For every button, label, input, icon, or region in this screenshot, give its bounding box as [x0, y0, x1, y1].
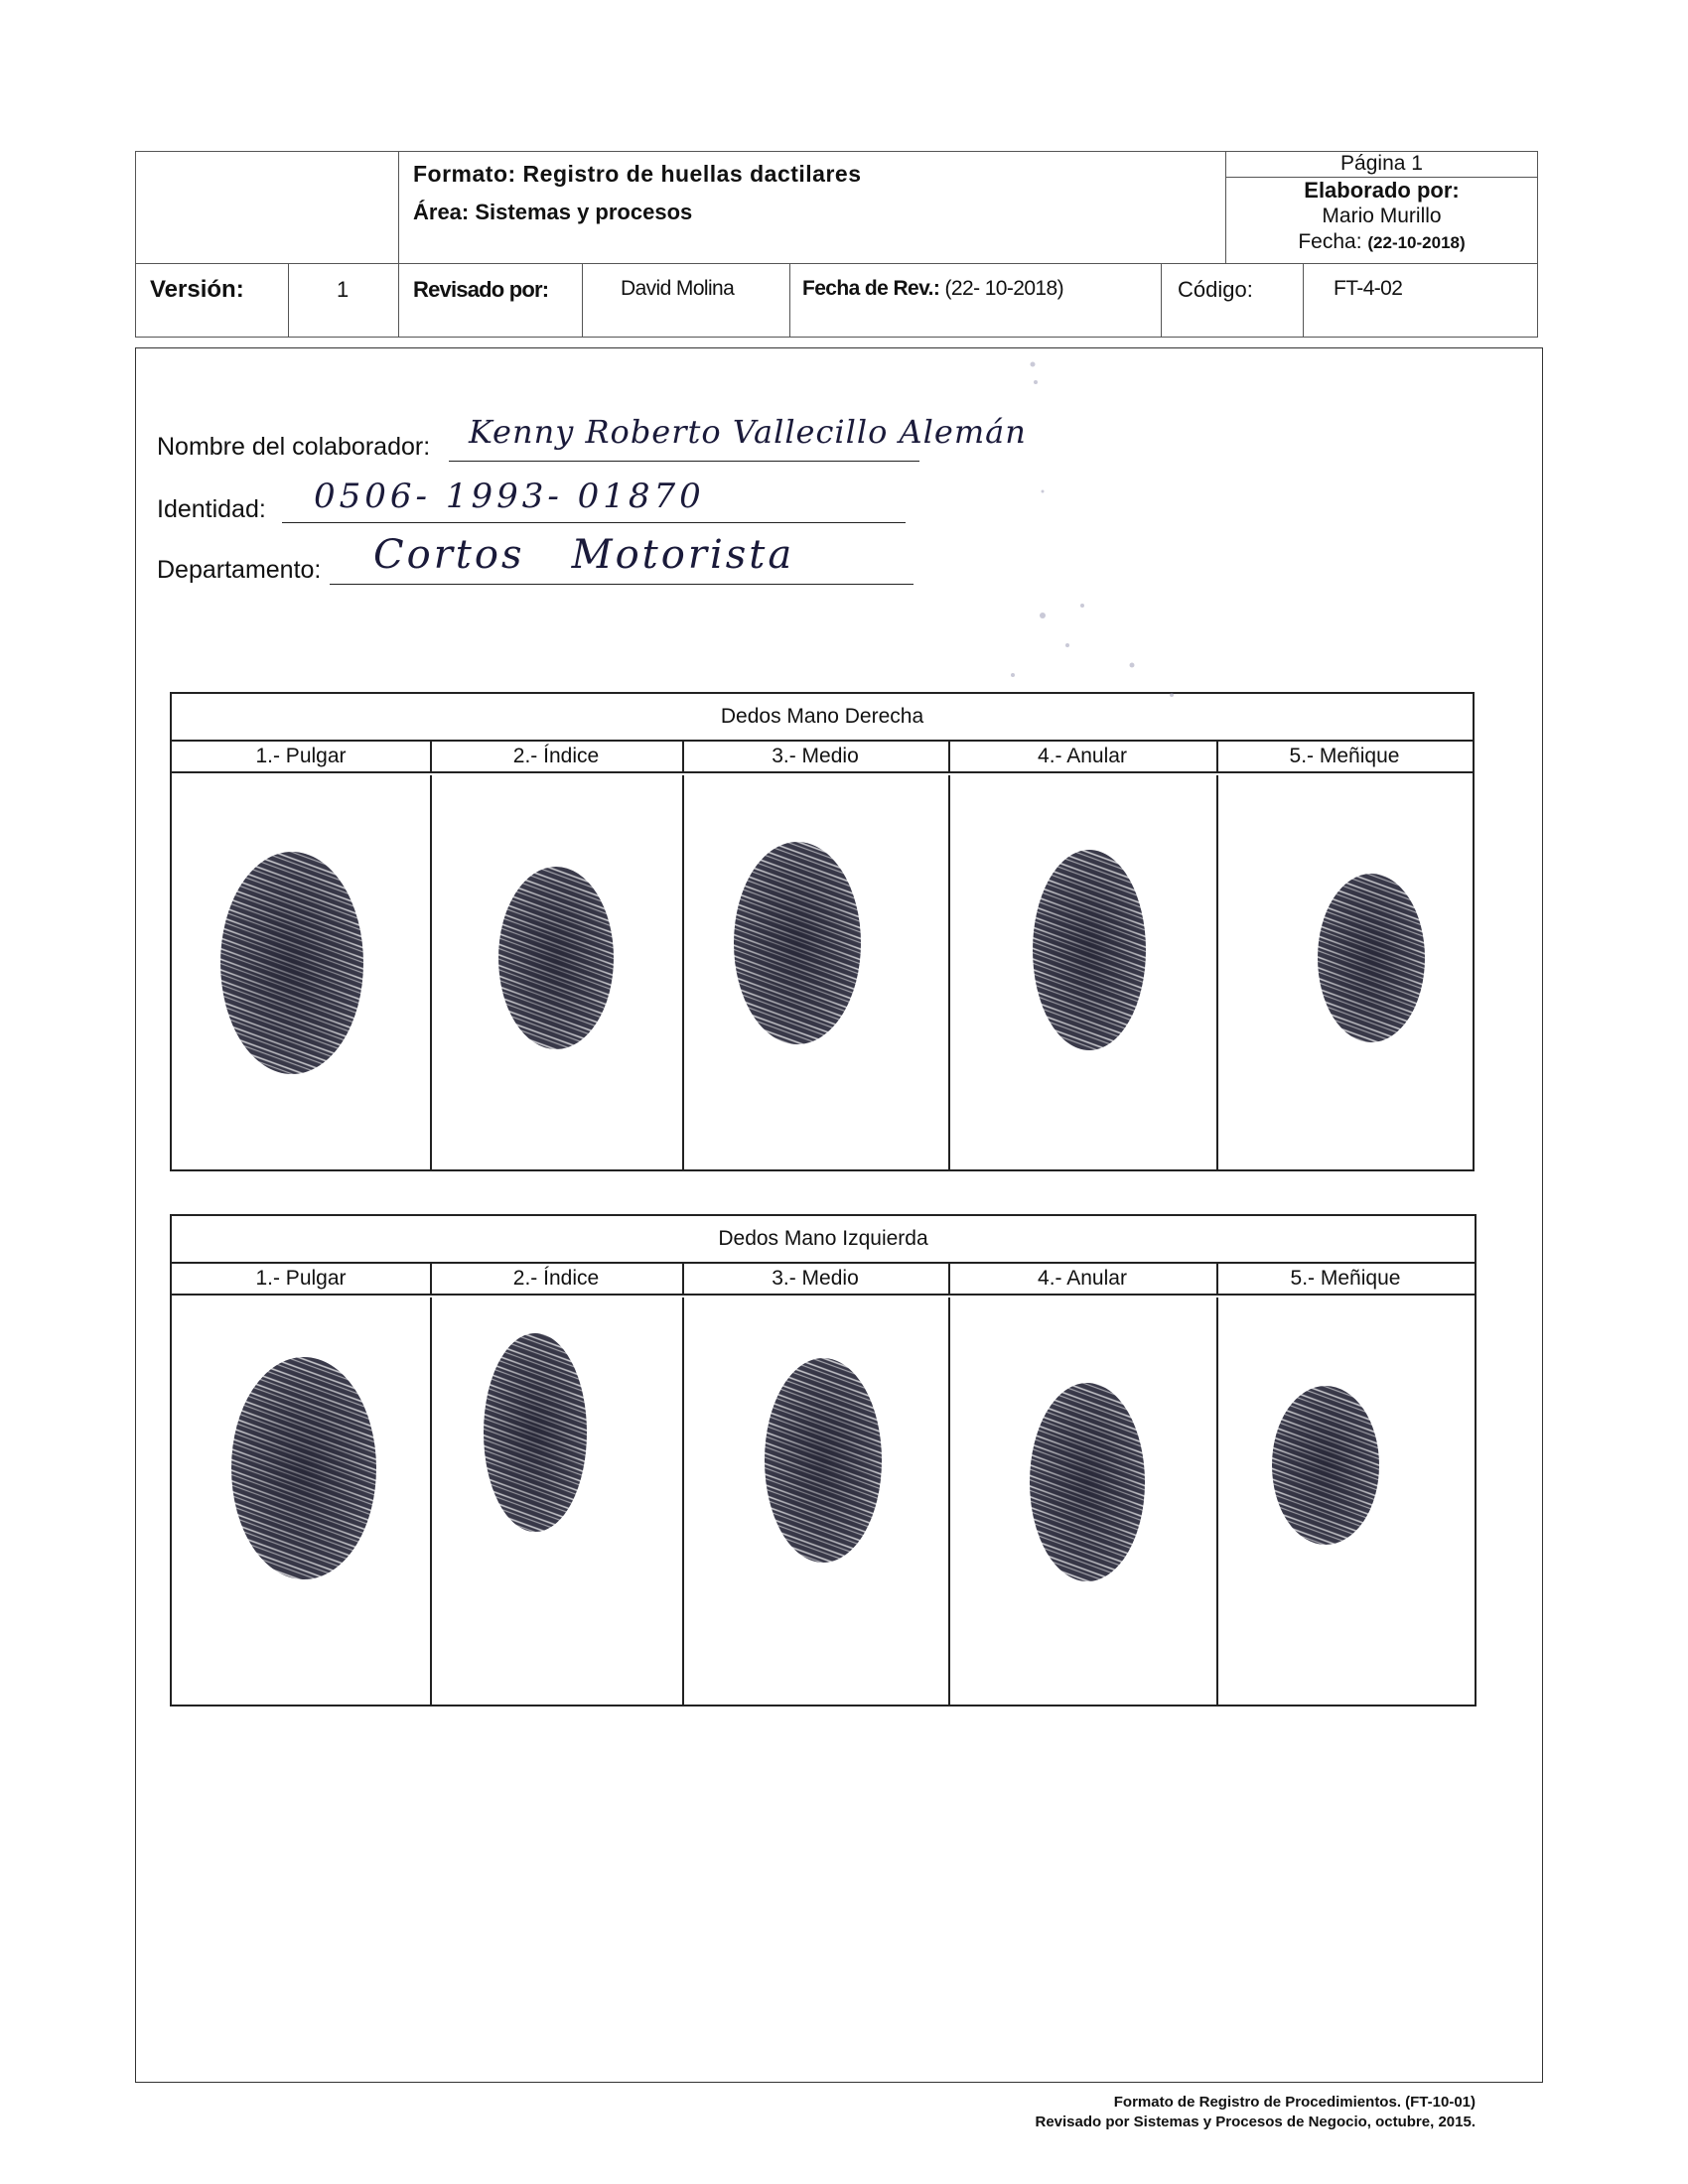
rev-date-label: Fecha de Rev.: — [802, 277, 940, 300]
left-index-print — [484, 1333, 587, 1532]
right-thumb-header: 1.- Pulgar — [172, 740, 432, 773]
code-label: Código: — [1178, 277, 1253, 302]
left-thumb-print — [231, 1357, 376, 1579]
right-pinky-header: 5.- Meñique — [1216, 740, 1473, 773]
version-value: 1 — [337, 277, 350, 302]
area-title: Área: Sistemas y procesos — [413, 200, 693, 224]
right-index-header: 2.- Índice — [430, 740, 684, 773]
name-label: Nombre del colaborador: — [157, 433, 431, 461]
elaborated-by: Mario Murillo — [1322, 205, 1442, 227]
code-value: FT-4-02 — [1334, 277, 1403, 300]
format-title: Formato: Registro de huellas dactilares — [413, 161, 862, 187]
ink-smudge — [1011, 362, 1174, 698]
name-handwriting: Kenny Roberto Vallecillo Alemán — [469, 413, 1027, 451]
reviewed-label: Revisado por: — [413, 277, 549, 302]
left-pinky-header: 5.- Meñique — [1216, 1262, 1475, 1296]
dept-handwriting: Cortos Motorista — [373, 532, 795, 578]
right-index-print — [498, 867, 614, 1049]
right-thumb-print — [220, 852, 363, 1074]
reviewed-by: David Molina — [621, 277, 735, 300]
dept-label: Departamento: — [157, 556, 322, 584]
left-middle-header: 3.- Medio — [682, 1262, 950, 1296]
rev-date-value: (22- 10-2018) — [944, 277, 1063, 300]
document-footer — [1035, 2093, 1476, 2132]
footer-line-2: Revisado por Sistemas y Procesos de Negocio, octubre, 2015. — [1035, 2114, 1476, 2130]
right-ring-header: 4.- Anular — [948, 740, 1218, 773]
id-handwriting: 0506- 1993- 01870 — [314, 477, 705, 516]
left-index-header: 2.- Índice — [430, 1262, 684, 1296]
date-label: Fecha: — [1298, 230, 1362, 253]
right-middle-print — [734, 842, 861, 1044]
page-number: Página 1 — [1225, 151, 1538, 178]
version-label: Versión: — [150, 276, 244, 303]
right-ring-print — [1033, 850, 1146, 1050]
right-pinky-print — [1318, 874, 1425, 1042]
left-ring-header: 4.- Anular — [948, 1262, 1218, 1296]
id-label: Identidad: — [157, 495, 266, 523]
left-middle-print — [765, 1358, 882, 1563]
elaborated-label: Elaborado por: — [1304, 178, 1460, 203]
right-middle-header: 3.- Medio — [682, 740, 950, 773]
left-thumb-header: 1.- Pulgar — [172, 1262, 432, 1296]
footer-line-1: Formato de Registro de Procedimientos. (FT-10-01) — [1113, 2094, 1476, 2111]
left-hand-title: Dedos Mano Izquierda — [172, 1216, 1475, 1264]
right-hand-title: Dedos Mano Derecha — [172, 694, 1473, 742]
left-ring-print — [1030, 1383, 1145, 1581]
date-value: (22-10-2018) — [1367, 233, 1466, 252]
left-pinky-print — [1272, 1386, 1379, 1545]
